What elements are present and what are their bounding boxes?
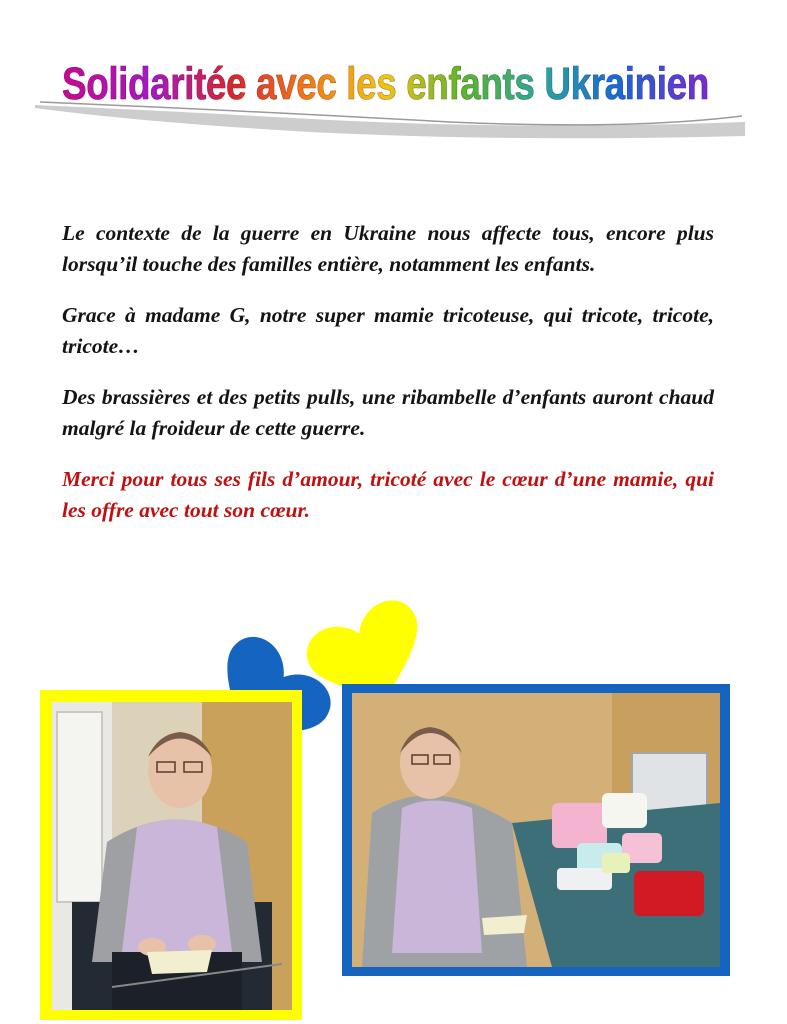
paragraph-thanks: Merci pour tous ses fils d’amour, tricoté avec le cœur d’une mamie, qui les offre avec tout son cœur.: [62, 467, 714, 522]
paragraph-clothes: Des brassières et des petits pulls, une ribambelle d’enfants auront chaud malgré la froideur de cette guerre.: [62, 385, 714, 440]
paragraph-madame-g: Grace à madame G, notre super mamie tricoteuse, qui tricote, tricote, tricote…: [62, 303, 714, 358]
page-title: Solidaritée avec les enfants Ukrainien: [62, 58, 709, 109]
title-block: [30, 50, 750, 140]
photo-knitted-clothes: [352, 693, 720, 967]
paragraph-context: Le contexte de la guerre en Ukraine nous affecte tous, encore plus lorsqu’il touche des familles entière, notamment les enfants.: [62, 221, 714, 276]
photo-knitting-grandma: [52, 702, 292, 1010]
photo-knitting-grandma-frame: [40, 690, 302, 1020]
body-text: [62, 218, 714, 546]
photo-knitted-clothes-frame: [342, 684, 730, 976]
